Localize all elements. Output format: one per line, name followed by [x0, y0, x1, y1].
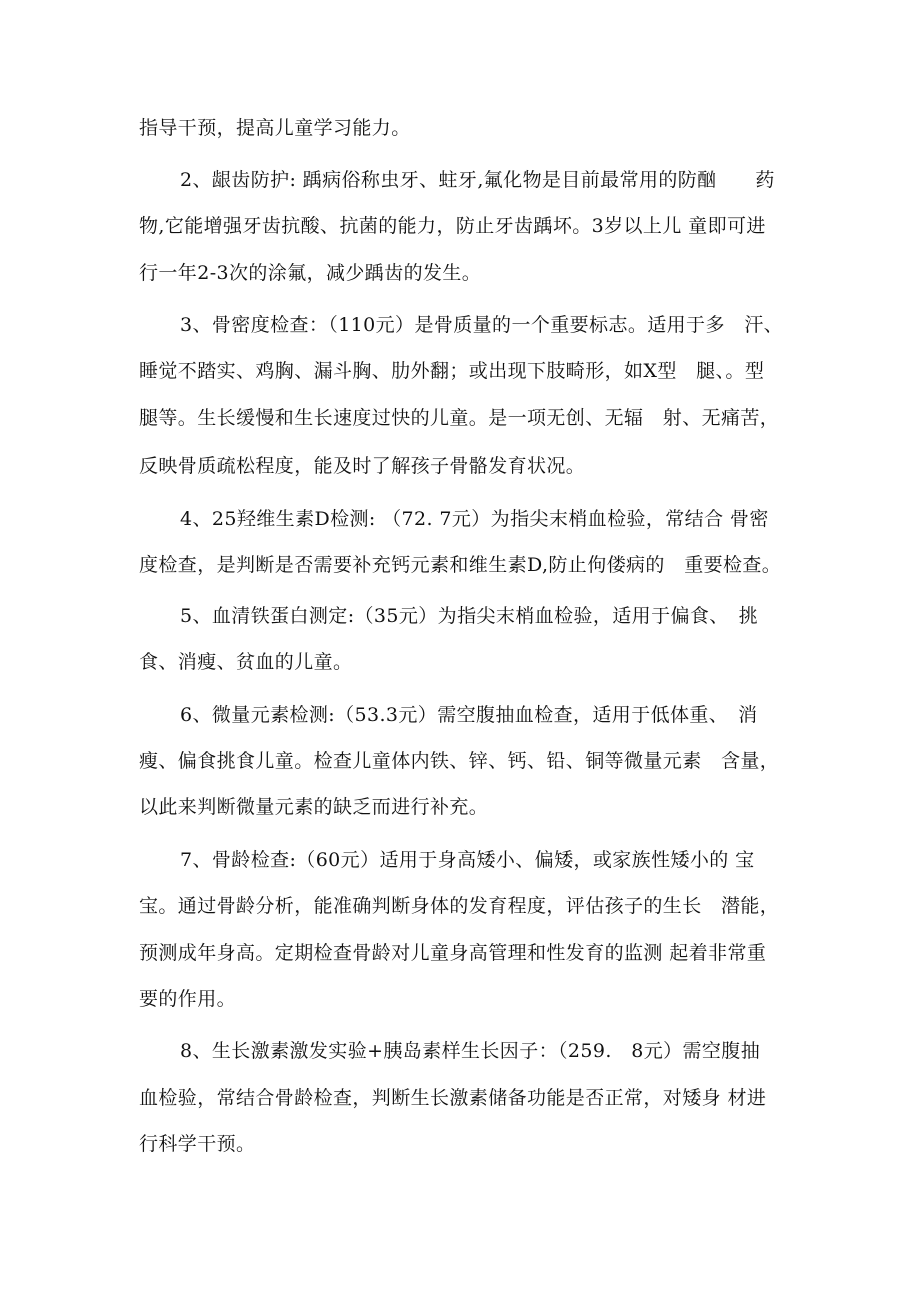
- paragraph-line: 反映骨质疏松程度，能及时了解孩子骨骼发育状况。: [139, 455, 586, 477]
- paragraph-line: 3、骨密度检查：（110元）是骨质量的一个重要标志。适用于多 汗、: [180, 314, 784, 336]
- paragraph-line: 睡觉不踏实、鸡胸、漏斗胸、肋外翻；或出现下肢畸形，如X型 腿、。型: [139, 360, 765, 382]
- paragraph-line: 4、25羟维生素D检测: （72. 7元）为指尖末梢血检验，常结合 骨密: [180, 508, 769, 530]
- paragraph-line: 物,它能增强牙齿抗酸、抗菌的能力，防止牙齿踽坏。3岁以上儿 童即可进: [139, 215, 766, 237]
- paragraph-line: 血检验，常结合骨龄检查，判断生长激素储备功能是否正常，对矮身 材进: [139, 1087, 767, 1109]
- paragraph-line: 行一年2-3次的涂氟，减少踽齿的发生。: [139, 262, 482, 284]
- paragraph-line: 宝。通过骨龄分析，能准确判断身体的发育程度，评估孩子的生长 潜能，: [139, 895, 780, 917]
- paragraph-line: 以此来判断微量元素的缺乏而进行补充。: [139, 796, 489, 818]
- paragraph-line: 瘦、偏食挑食儿童。检查儿童体内铁、锌、钙、铅、铜等微量元素 含量，: [139, 750, 780, 772]
- paragraph-line: 8、生长激素激发实验+胰岛素样生长因子：（259. 8元）需空腹抽: [180, 1040, 761, 1062]
- paragraph-line: 5、血清铁蛋白测定:（35元）为指尖末梢血检验，适用于偏食、 挑: [180, 605, 758, 627]
- paragraph-line: 6、微量元素检测:（53.3元）需空腹抽血检查，适用于低体重、 消: [180, 704, 758, 726]
- paragraph-line: 7、骨龄检查:（60元）适用于身高矮小、偏矮，或家族性矮小的 宝: [180, 849, 755, 871]
- paragraph-line: 度检查，是判断是否需要补充钙元素和维生素D,防止佝偻病的 重要检查。: [139, 554, 782, 576]
- paragraph-line: 2、龈齿防护: 踽病俗称虫牙、蛀牙,氟化物是目前最常用的防酗 药: [180, 169, 775, 191]
- paragraph-line: 指导干预，提高儿童学习能力。: [139, 117, 411, 139]
- paragraph-line: 腿等。生长缓慢和生长速度过快的儿童。是一项无创、无辐 射、无痛苦，: [139, 407, 780, 429]
- paragraph-line: 要的作用。: [139, 988, 237, 1010]
- paragraph-line: 食、消瘦、贫血的儿童。: [139, 651, 353, 673]
- paragraph-line: 行科学干预。: [139, 1133, 256, 1155]
- paragraph-line: 预测成年身高。定期检查骨龄对儿童身高管理和性发育的监测 起着非常重: [139, 942, 767, 964]
